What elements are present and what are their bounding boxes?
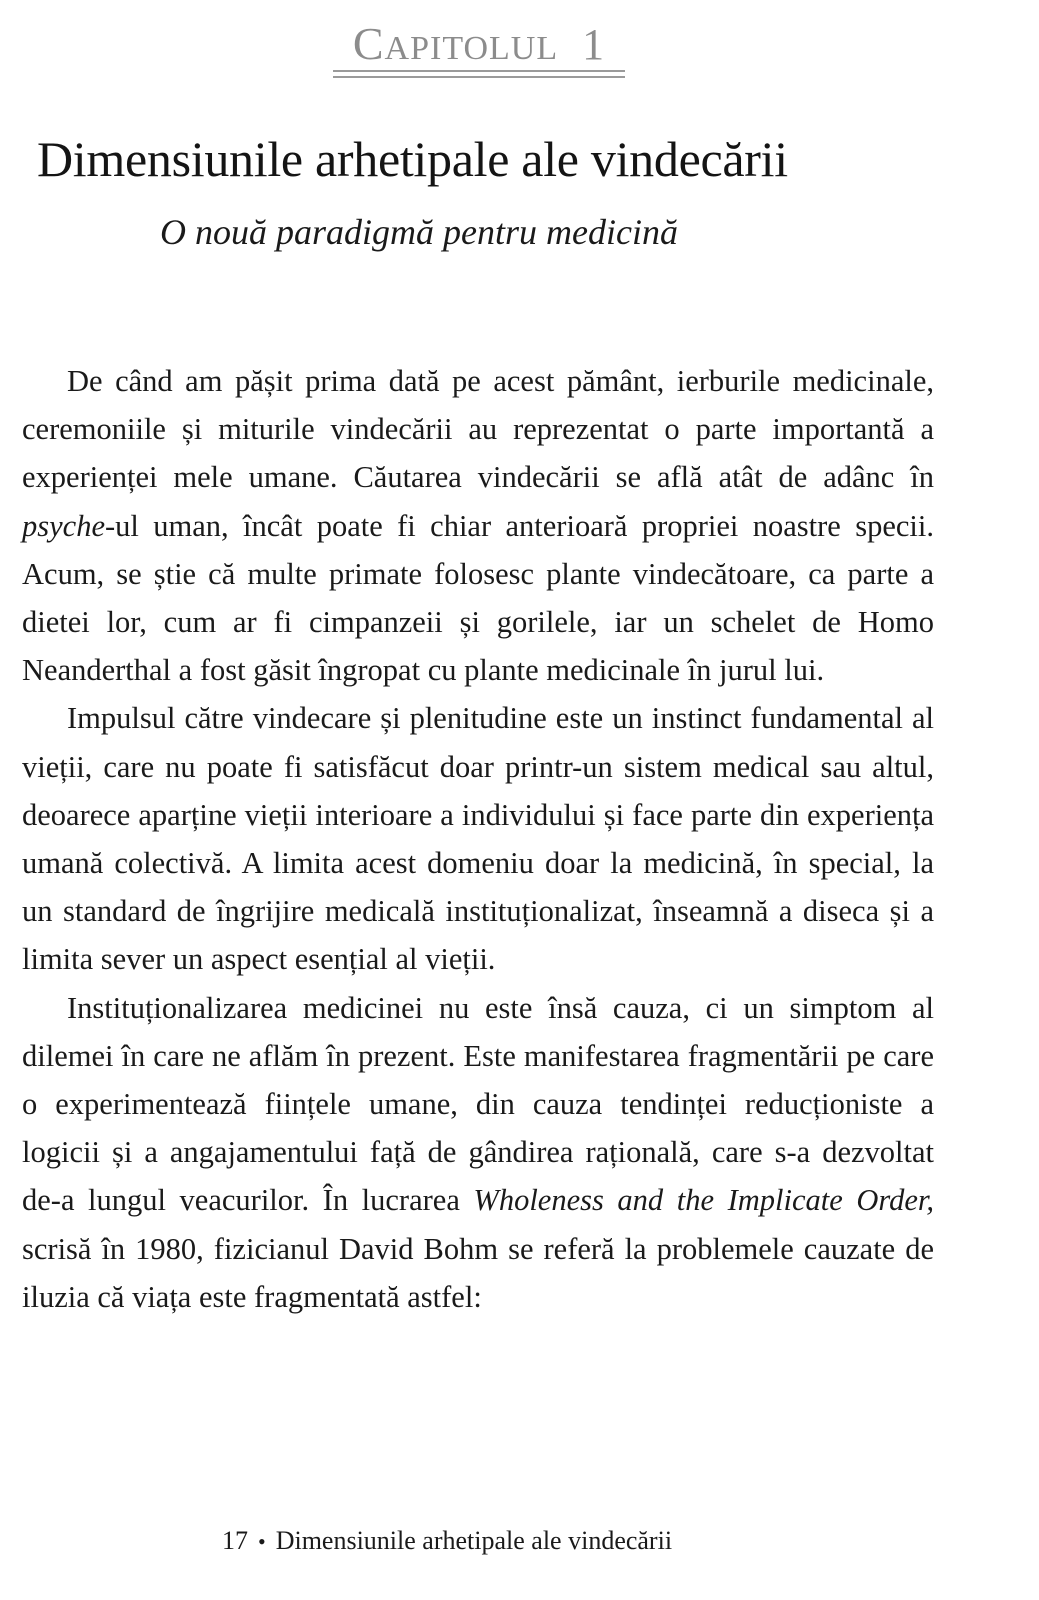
paragraph-3-italic-book-title: Wholeness and the Implicate Order, bbox=[473, 1183, 934, 1218]
chapter-label-rest: APITOLUL bbox=[384, 30, 559, 67]
paragraph-3 bbox=[22, 984, 934, 1321]
chapter-underline-bottom bbox=[333, 76, 625, 78]
paragraph-2: Impulsul către vindecare și plenitudine este un instinct fundamental al vieții, care nu poate fi satisfăcut doar printr-un sistem medical sau altul, deoarece aparține vieții interioare a individului și face parte din experiența umană colectivă. A limita acest domeniu doar la medicină, în special, la un standard de îngrijire medicală instituționalizat, înseamnă a diseca și a limita sever un aspect esențial al vieții. bbox=[22, 701, 934, 977]
paragraph-1 bbox=[22, 357, 934, 694]
paragraph-1-part-b: -ul uman, încât poate fi chiar anterioară propriei noastre specii. Acum, se știe că multe primate folosesc plante vindecătoare, ca parte a dietei lor, cum ar fi cimpanzeii și gorilele, iar un schelet de Homo Neanderthal a fost găsit îngropat cu plante medicinale în jurul lui. bbox=[22, 508, 934, 688]
chapter-title: Dimensiunile arhetipale ale vindecării bbox=[37, 131, 788, 187]
body-text bbox=[22, 357, 934, 1321]
paragraph-3-part-b: scrisă în 1980, fizicianul David Bohm se referă la problemele cauzate de iluzia că viața este fragmentată astfel: bbox=[22, 1231, 934, 1314]
chapter-heading bbox=[333, 18, 625, 75]
page-number: 17 bbox=[222, 1526, 248, 1555]
chapter-underline-top bbox=[333, 70, 625, 72]
chapter-number: 1 bbox=[582, 20, 606, 69]
paragraph-1-italic: psyche bbox=[22, 508, 105, 543]
running-title: Dimensiunile arhetipale ale vindecării bbox=[275, 1526, 673, 1555]
paragraph-1-part-a: De când am pășit prima dată pe acest pământ, ierburile medicinale, ceremoniile și miturile vindecării au reprezentat o parte importantă a experienței mele umane. Căutarea vindecării se află atât de adânc în bbox=[22, 364, 934, 495]
page-footer bbox=[222, 1524, 672, 1559]
bullet-separator-icon: • bbox=[258, 1529, 266, 1554]
chapter-subtitle: O nouă paradigmă pentru medicină bbox=[160, 212, 678, 252]
chapter-label-initial: C bbox=[352, 18, 385, 69]
paragraph-3-part-a: Instituționalizarea medicinei nu este însă cauza, ci un simptom al dilemei în care ne aflăm în prezent. Este manifestarea fragmentării pe care o experimentează ființele umane, din cauza tendinței reducționiste a logicii și a angajamentului față de gândirea rațională, care s-a dezvoltat de-a lungul veacurilor. În lucrarea bbox=[22, 990, 934, 1218]
